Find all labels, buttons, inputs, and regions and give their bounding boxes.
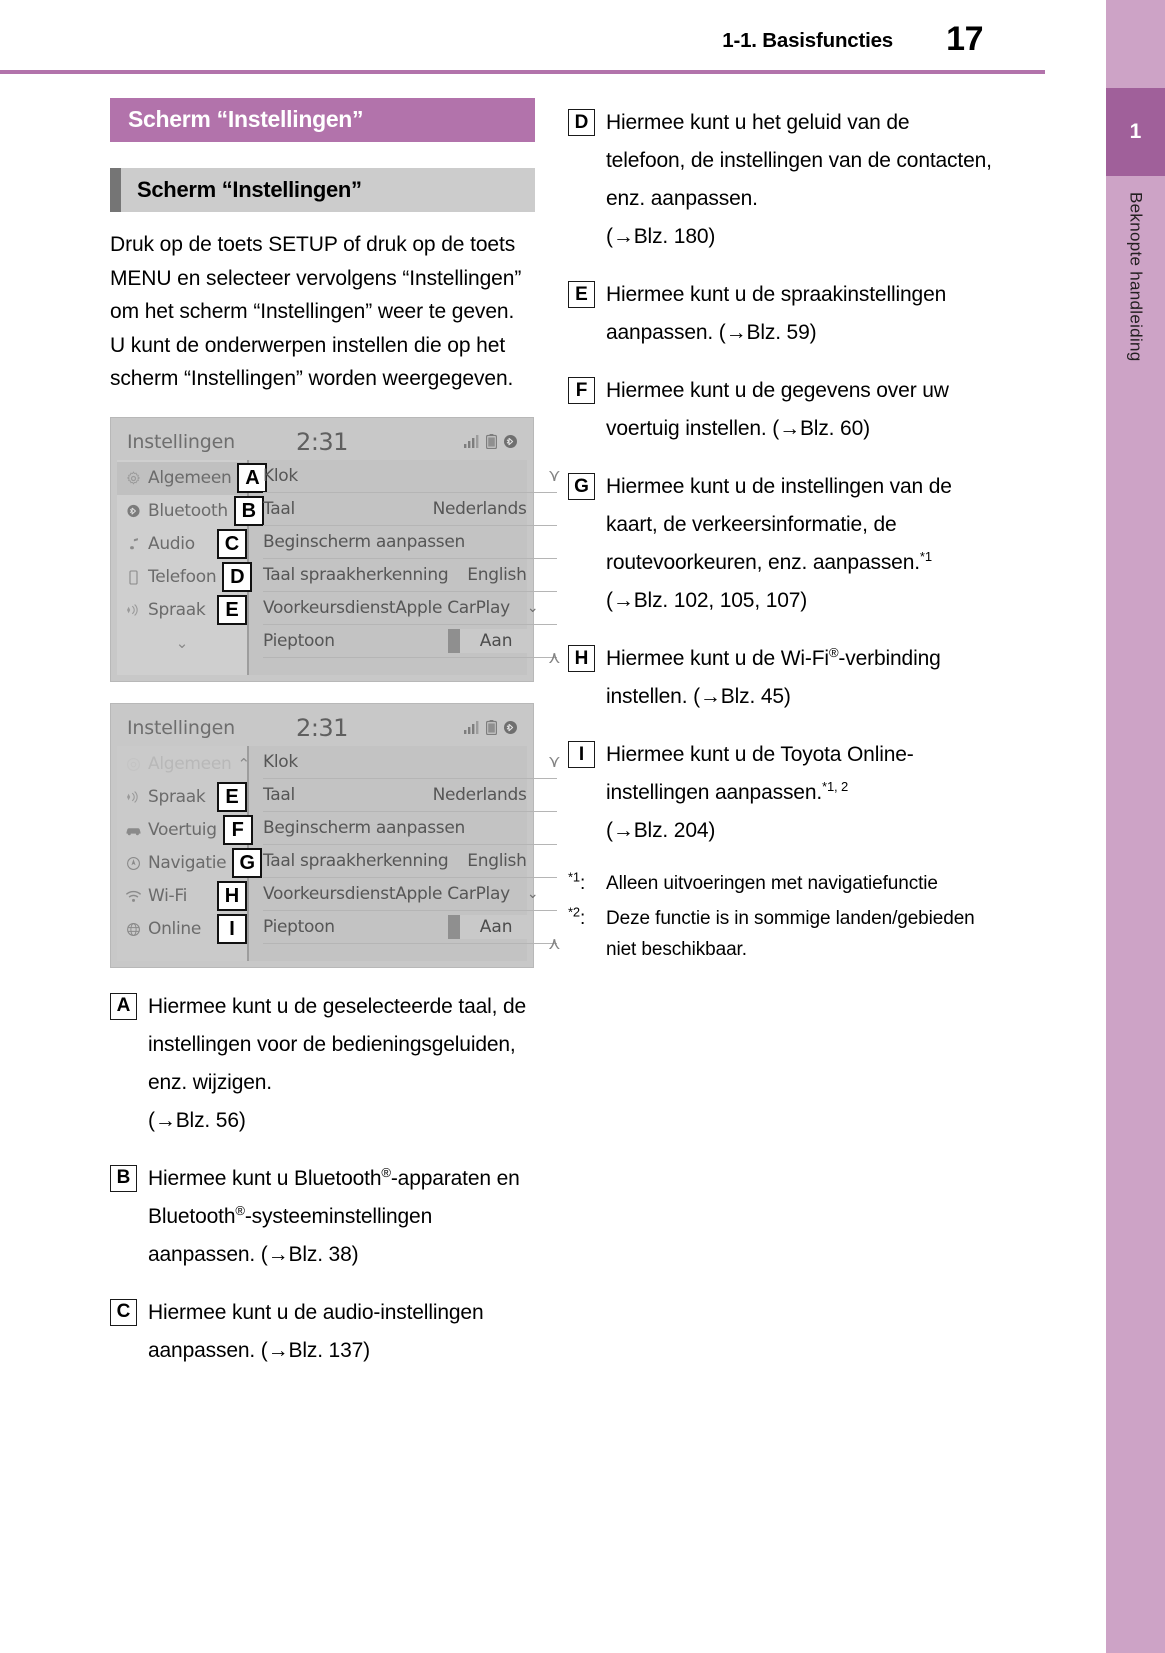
row-label: Klok — [263, 465, 298, 486]
row-label: Taal — [263, 784, 295, 805]
callout-e: E — [217, 595, 247, 625]
row-label: Voorkeursdienst — [263, 883, 396, 904]
battery-icon — [486, 434, 497, 449]
row-label: Klok — [263, 751, 298, 772]
settings-body — [117, 746, 561, 961]
sidebar-label: Navigatie — [148, 853, 227, 873]
legend-item-i — [568, 736, 993, 850]
chapter-label-text: Beknopte handleiding — [1126, 192, 1146, 362]
callout-f: F — [223, 815, 253, 845]
footnote-mark: $^{*1}$: — [568, 869, 586, 894]
sidebar-label: Telefoon — [148, 567, 217, 587]
sidebar-item-spraak[interactable] — [117, 594, 247, 627]
list-row-taal[interactable] — [263, 779, 557, 812]
legend-text: Hiermee kunt u het geluid van de telefoon, de instellingen van de contacten, enz. aanpassen. (→Blz. 180) — [606, 111, 992, 248]
callout-g: G — [232, 848, 262, 878]
row-label: Pieptoon — [263, 630, 335, 651]
legend-letter: A — [110, 993, 137, 1020]
settings-screenshot-1 — [110, 417, 561, 682]
legend-item-e — [568, 276, 993, 352]
legend-item-d — [568, 104, 993, 256]
settings-screenshot-2 — [110, 703, 561, 968]
toggle-label: Aan — [479, 916, 513, 937]
row-value: Nederlands — [432, 498, 527, 519]
sidebar-label: Bluetooth — [148, 501, 228, 521]
legend-text: Hiermee kunt u de gegevens over uw voertuig instellen. (→Blz. 60) — [606, 379, 949, 440]
legend-text: Hiermee kunt u de geselecteerde taal, de instellingen voor de bedieningsgeluiden, enz. wijzigen. (→Blz. 56) — [148, 994, 527, 1132]
sidebar-label: Algemeen — [148, 468, 232, 488]
bluetooth-icon — [504, 434, 517, 449]
sidebar-label: Voertuig — [148, 820, 217, 840]
legend-letter: C — [110, 1299, 137, 1326]
callout-c: C — [217, 529, 247, 559]
chapter-number: 1 — [1106, 88, 1165, 176]
row-label: Pieptoon — [263, 916, 335, 937]
legend-letter: H — [568, 645, 595, 672]
gear-icon — [125, 470, 142, 487]
toggle-label: Aan — [479, 630, 513, 651]
settings-list[interactable] — [249, 460, 563, 675]
screen-title: Instellingen — [127, 716, 235, 739]
legend-list-right — [568, 104, 993, 850]
chapter-label — [1106, 186, 1165, 446]
wifi-icon — [125, 888, 142, 905]
legend-letter: G — [568, 473, 595, 500]
legend-item-h — [568, 640, 993, 716]
sidebar-item-audio[interactable] — [117, 528, 247, 561]
list-row-spraakherkenning[interactable] — [263, 559, 557, 592]
footnotes — [568, 868, 993, 965]
status-icon-group — [464, 434, 517, 449]
row-label: Taal spraakherkenning — [263, 850, 449, 871]
footnote-mark: $^{*2}$: — [568, 904, 586, 929]
double-chevron-up-icon[interactable]: ⋎ — [548, 465, 561, 486]
callout-h: H — [217, 881, 247, 911]
row-label: Taal — [263, 498, 295, 519]
callout-i: I — [217, 914, 247, 944]
footnote-1 — [568, 868, 993, 899]
gear-icon — [125, 756, 142, 773]
legend-item-c — [110, 1294, 535, 1370]
legend-item-f — [568, 372, 993, 448]
footnote-text: Alleen uitvoeringen met navigatiefunctie — [606, 873, 938, 894]
sidebar-item-navigatie[interactable] — [117, 847, 256, 880]
voice-icon — [125, 789, 142, 806]
legend-text: Hiermee kunt u Bluetooth®-apparaten en Bluetooth®-systeeminstellingen aanpassen. (→Blz. 38) — [148, 1164, 520, 1266]
category-sidebar[interactable] — [117, 746, 256, 961]
sidebar-label-ghost: Algemeen — [148, 754, 232, 774]
chevron-down-icon[interactable]: ⌄ — [526, 599, 539, 616]
header-divider — [0, 70, 1045, 74]
sidebar-item-spraak[interactable] — [117, 781, 247, 814]
clock: 2:31 — [296, 427, 348, 456]
chevron-up-icon[interactable]: ⌃ — [237, 755, 251, 773]
legend-item-a — [110, 988, 535, 1140]
footnote-text: Deze functie is in sommige landen/gebieden niet beschikbaar. — [606, 908, 975, 960]
status-bar — [117, 424, 527, 460]
bluetooth-icon — [504, 720, 517, 735]
callout-a: A — [237, 463, 267, 493]
sidebar-scroll-up-row[interactable] — [117, 748, 251, 781]
status-icon-group — [464, 720, 517, 735]
status-bar — [117, 710, 527, 746]
list-row-voorkeursdienst[interactable] — [263, 878, 557, 911]
legend-list-left — [110, 988, 535, 1370]
list-row-spraakherkenning[interactable] — [263, 845, 557, 878]
sidebar-label: Spraak — [148, 787, 206, 807]
sidebar-item-algemeen[interactable] — [117, 462, 260, 495]
phone-icon — [125, 569, 142, 586]
legend-letter: F — [568, 377, 595, 404]
list-row-voorkeursdienst[interactable] — [263, 592, 557, 625]
sidebar-item-bluetooth[interactable] — [117, 495, 257, 528]
subsection-header — [110, 168, 535, 212]
row-label: Voorkeursdienst — [263, 597, 396, 618]
screen-title: Instellingen — [127, 430, 235, 453]
list-row-taal[interactable] — [263, 493, 557, 526]
legend-text: Hiermee kunt u de instellingen van de kaart, de verkeersinformatie, de routevoorkeuren, enz. aanpassen.$^{*1}$ (→Blz. 102, 105, 107) — [606, 475, 952, 612]
toggle-knob — [448, 915, 460, 939]
callout-d: D — [222, 562, 252, 592]
section-title: Scherm “Instellingen” — [110, 98, 535, 142]
pieptoon-toggle[interactable] — [448, 629, 531, 653]
legend-letter: D — [568, 109, 595, 136]
list-row-pieptoon[interactable] — [263, 911, 557, 944]
signal-icon — [464, 435, 479, 448]
page-header — [0, 0, 1045, 72]
compass-icon — [125, 855, 142, 872]
row-label: Taal spraakherkenning — [263, 564, 449, 585]
row-value: Nederlands — [432, 784, 527, 805]
callout-b: B — [234, 496, 264, 526]
legend-letter: I — [568, 741, 595, 768]
car-icon — [125, 822, 142, 839]
battery-icon — [486, 720, 497, 735]
breadcrumb: 1-1. Basisfuncties — [722, 29, 893, 52]
list-row-beginscherm[interactable] — [263, 526, 557, 559]
sidebar-item-online[interactable] — [117, 913, 247, 946]
double-chevron-down-icon[interactable]: ⋏ — [548, 933, 561, 954]
chevron-down-icon[interactable]: ⌄ — [526, 885, 539, 902]
sidebar-label: Online — [148, 919, 202, 939]
sidebar-item-voertuig[interactable] — [117, 814, 247, 847]
music-note-icon — [125, 536, 142, 553]
legend-text: Hiermee kunt u de Wi-Fi®-verbinding instellen. (→Blz. 45) — [606, 645, 941, 708]
sidebar-item-wifi[interactable] — [117, 880, 247, 913]
callout-e: E — [217, 782, 247, 812]
legend-text: Hiermee kunt u de spraakinstellingen aanpassen. (→Blz. 59) — [606, 283, 947, 344]
subsection-tick — [110, 168, 121, 212]
pieptoon-toggle[interactable] — [448, 915, 531, 939]
intro-paragraph: Druk op de toets SETUP of druk op de toets MENU en selecteer vervolgens “Instellingen” om het scherm “Instellingen” weer te geven. U kunt de onderwerpen instellen die op het scherm “Instellingen” worden weergegeven. — [110, 233, 522, 390]
list-row-klok[interactable] — [263, 460, 557, 493]
legend-letter: E — [568, 281, 595, 308]
bluetooth-icon — [125, 503, 142, 520]
signal-icon — [464, 721, 479, 734]
left-column — [110, 98, 561, 1370]
settings-body — [117, 460, 561, 675]
row-label: Beginscherm aanpassen — [263, 531, 465, 552]
sidebar-label: Wi-Fi — [148, 886, 188, 906]
list-row-beginscherm[interactable] — [263, 812, 557, 845]
globe-icon — [125, 921, 142, 938]
list-row-pieptoon[interactable] — [263, 625, 557, 658]
list-row-klok[interactable] — [263, 746, 557, 779]
legend-item-g — [568, 468, 993, 620]
row-value: Apple CarPlay — [395, 883, 510, 904]
footnote-2 — [568, 903, 993, 965]
right-column — [568, 98, 993, 965]
toggle-knob — [448, 629, 460, 653]
subsection-title: Scherm “Instellingen” — [137, 177, 362, 202]
row-value: English — [467, 850, 527, 871]
legend-text: Hiermee kunt u de Toyota Online-instellingen aanpassen.$^{*1, 2}$ (→Blz. 204) — [606, 743, 914, 842]
page-number: 17 — [946, 20, 983, 58]
chapter-tab-strip — [1106, 0, 1165, 1653]
sidebar-item-telefoon[interactable] — [117, 561, 247, 594]
double-chevron-up-icon[interactable]: ⋎ — [548, 751, 561, 772]
row-label: Beginscherm aanpassen — [263, 817, 465, 838]
chevron-down-icon[interactable]: ⌄ — [175, 634, 189, 652]
legend-item-b — [110, 1160, 535, 1274]
row-value: Apple CarPlay — [395, 597, 510, 618]
voice-icon — [125, 602, 142, 619]
sidebar-label: Spraak — [148, 600, 206, 620]
legend-letter: B — [110, 1165, 137, 1192]
legend-text: Hiermee kunt u de audio-instellingen aanpassen. (→Blz. 137) — [148, 1300, 484, 1362]
double-chevron-down-icon[interactable]: ⋏ — [548, 647, 561, 668]
settings-list[interactable] — [249, 746, 563, 961]
row-value: English — [467, 564, 527, 585]
clock: 2:31 — [296, 713, 348, 742]
sidebar-label: Audio — [148, 534, 195, 554]
category-sidebar[interactable] — [117, 460, 260, 675]
